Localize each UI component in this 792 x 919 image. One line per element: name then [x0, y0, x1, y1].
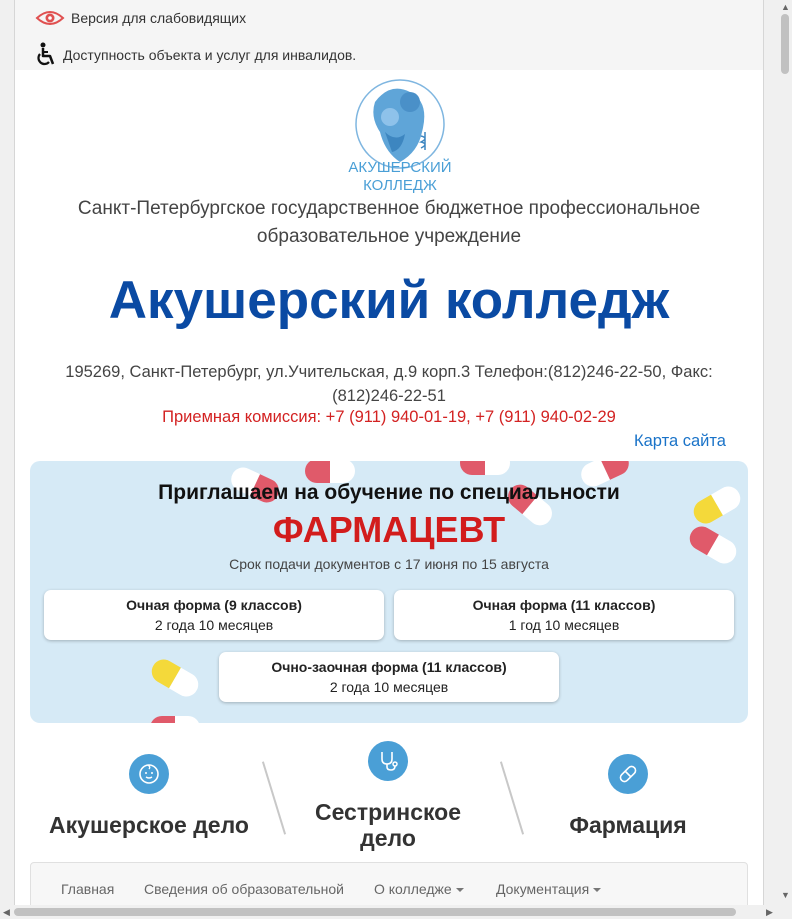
- specialty-name-line2: дело: [360, 825, 416, 851]
- profession-title: ФАРМАЦЕВТ: [272, 509, 506, 550]
- disability-access-link[interactable]: [35, 42, 356, 68]
- nav-documents-label: Документация: [496, 881, 590, 897]
- specialty-name-line1: Сестринское: [314, 799, 462, 825]
- scroll-up-icon[interactable]: ▲: [781, 2, 790, 12]
- contact-address: [45, 360, 733, 408]
- specialty-midwifery[interactable]: [40, 754, 258, 838]
- nav-home[interactable]: Главная: [61, 881, 115, 897]
- logo-line2: КОЛЛЕДЖ: [363, 177, 437, 194]
- eye-icon: [35, 8, 65, 28]
- nav-about-college[interactable]: [374, 881, 464, 897]
- main-navbar: [30, 862, 748, 905]
- nav-about-education[interactable]: Сведения об образовательной: [144, 881, 344, 897]
- study-form-card[interactable]: [44, 590, 384, 640]
- study-form-duration: 2 года 10 месяцев: [329, 679, 449, 695]
- banner-heading: Приглашаем на обучение по специальности: [158, 481, 620, 504]
- specialty-name: Акушерское дело: [49, 812, 249, 838]
- logo-emblem-icon: [340, 72, 460, 194]
- low-vision-label: Версия для слабовидящих: [71, 10, 247, 26]
- vertical-scroll-thumb[interactable]: [781, 14, 789, 74]
- chevron-down-icon: [456, 888, 464, 892]
- study-form-title: Очно-заочная форма (11 классов): [271, 659, 507, 675]
- address-line2: (812)246-22-51: [332, 387, 446, 405]
- low-vision-link[interactable]: [35, 8, 246, 28]
- logo-line1: АКУШЕРСКИЙ: [348, 159, 452, 176]
- college-logo[interactable]: [340, 72, 460, 194]
- baby-icon: [129, 754, 169, 794]
- horizontal-scroll-thumb[interactable]: [14, 908, 736, 916]
- wheelchair-icon: [35, 42, 57, 68]
- study-form-card[interactable]: [219, 652, 559, 702]
- sitemap-link[interactable]: Карта сайта: [634, 432, 726, 450]
- specialty-pharmacy[interactable]: [519, 754, 737, 838]
- horizontal-scrollbar[interactable]: [0, 905, 792, 919]
- study-form-title: Очная форма (11 классов): [472, 597, 656, 613]
- specialties-section: [15, 730, 763, 860]
- specialty-name: [279, 799, 497, 851]
- specialty-name: Фармация: [569, 812, 687, 838]
- pill-icon: [608, 754, 648, 794]
- pill-decoration: [460, 461, 510, 475]
- vertical-scrollbar[interactable]: [778, 0, 792, 905]
- scroll-right-icon[interactable]: ▶: [766, 907, 773, 917]
- pill-decoration: [305, 461, 355, 483]
- nav-about-college-label: О колледже: [374, 881, 452, 897]
- stethoscope-icon: [368, 741, 408, 781]
- address-line1: 195269, Санкт-Петербург, ул.Учительская, д.9 корп.3 Телефон:(812)246-22-50, Факс:: [65, 363, 713, 381]
- org-description: [55, 195, 723, 251]
- application-deadline: Срок подачи документов с 17 июня по 15 августа: [229, 556, 549, 572]
- pill-decoration: [147, 655, 202, 701]
- scroll-down-icon[interactable]: ▼: [781, 890, 790, 900]
- pill-decoration: [150, 716, 200, 723]
- study-form-card[interactable]: [394, 590, 734, 640]
- page-title: Акушерский колледж: [108, 271, 670, 330]
- study-form-duration: 1 год 10 месяцев: [508, 617, 620, 633]
- page-frame: [14, 0, 764, 905]
- org-line2: образовательное учреждение: [256, 226, 522, 247]
- admission-phones: Приемная комиссия: +7 (911) 940-01-19, +7 (911) 940-02-29: [162, 408, 616, 426]
- accessibility-bar: [15, 0, 763, 70]
- org-line1: Санкт-Петербургское государственное бюджетное профессиональное: [77, 198, 701, 219]
- nav-documents[interactable]: [496, 881, 601, 897]
- specialty-nursing[interactable]: [279, 741, 497, 851]
- scroll-left-icon[interactable]: ◀: [3, 907, 10, 917]
- disability-label: Доступность объекта и услуг для инвалидов.: [63, 47, 357, 63]
- study-form-duration: 2 года 10 месяцев: [154, 617, 274, 633]
- admission-banner[interactable]: [30, 461, 748, 723]
- chevron-down-icon: [593, 888, 601, 892]
- study-form-title: Очная форма (9 классов): [126, 597, 302, 613]
